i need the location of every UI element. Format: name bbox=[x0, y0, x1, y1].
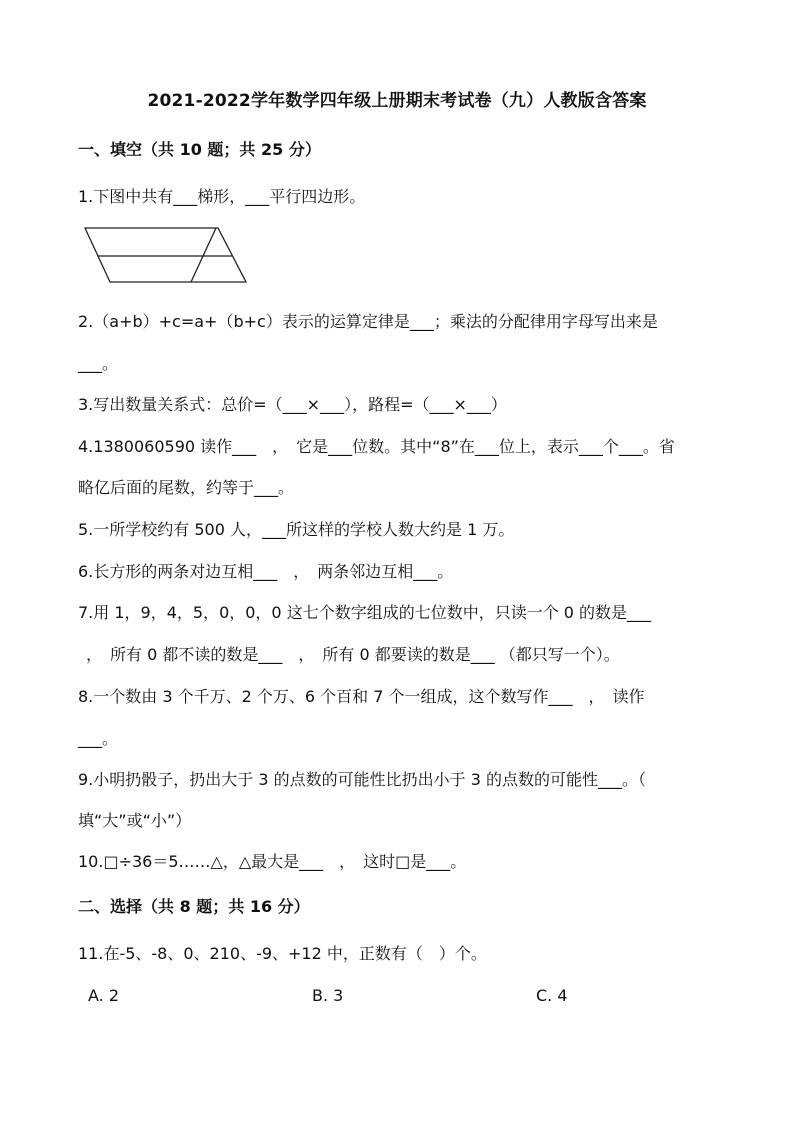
question-11: 11.在-5、-8、0、210、-9、+12 中，正数有（ ）个。 bbox=[78, 944, 487, 963]
option-a: A. 2 bbox=[88, 986, 120, 1005]
question-4-line-1: 4.1380060590 读作___ ， 它是___位数。其中“8”在___位上，表示___个___。省 bbox=[78, 437, 675, 456]
question-9-line-2: 填“大”或“小”） bbox=[78, 811, 192, 830]
question-7-line-1: 7.用 1，9，4，5，0，0，0 这七个数字组成的七位数中，只读一个 0 的数是___ bbox=[78, 603, 652, 622]
question-2-line-1: 2.（a+b）+c=a+（b+c）表示的运算定律是___；乘法的分配律用字母写出来是 bbox=[78, 312, 658, 331]
question-1: 1.下图中共有___梯形，___平行四边形。 bbox=[78, 187, 366, 206]
question-5: 5.一所学校约有 500 人，___所这样的学校人数大约是 1 万。 bbox=[78, 520, 515, 539]
question-8-line-2: ___。 bbox=[78, 729, 119, 748]
question-7-line-2: ， 所有 0 都不读的数是___ ， 所有 0 都要读的数是___ （都只写一个）。 bbox=[86, 645, 620, 664]
outer-parallelogram bbox=[85, 228, 246, 282]
page-title: 2021-2022学年数学四年级上册期末考试卷（九）人教版含答案 bbox=[147, 91, 647, 111]
question-4-line-2: 略亿后面的尾数，约等于___。 bbox=[78, 478, 295, 497]
section-heading-choice: 二、选择（共 8 题；共 16 分） bbox=[78, 897, 310, 916]
question-9-line-1: 9.小明扔骰子，扔出大于 3 的点数的可能性比扔出小于 3 的点数的可能性___。（ bbox=[78, 770, 646, 789]
section-heading-fill: 一、填空（共 10 题；共 25 分） bbox=[78, 140, 321, 159]
question-6: 6.长方形的两条对边互相___ ， 两条邻边互相___。 bbox=[78, 562, 454, 581]
slanted-divider bbox=[191, 228, 216, 282]
option-c: C. 4 bbox=[536, 986, 568, 1005]
question-3: 3.写出数量关系式：总价=（___×___），路程=（___×___） bbox=[78, 395, 507, 414]
question-10: 10.□÷36＝5……△，△最大是___ ， 这时□是___。 bbox=[78, 852, 467, 871]
question-2-line-2: ___。 bbox=[78, 354, 119, 373]
trapezoid-parallelogram-figure bbox=[84, 225, 254, 287]
option-b: B. 3 bbox=[312, 986, 344, 1005]
question-8-line-1: 8.一个数由 3 个千万、2 个万、6 个百和 7 个一组成，这个数写作___ ， 读作 bbox=[78, 687, 645, 706]
